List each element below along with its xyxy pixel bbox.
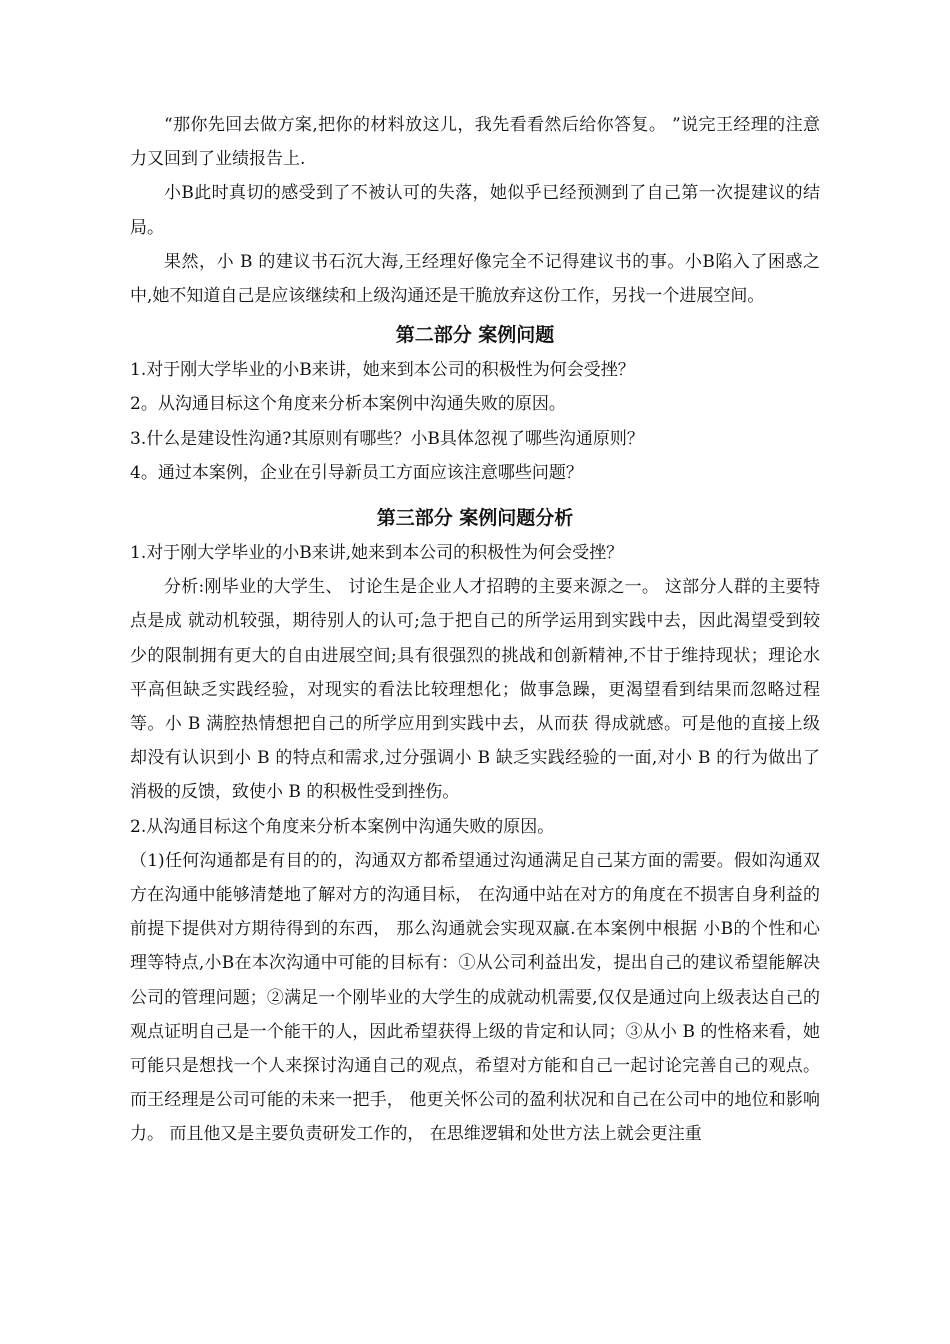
intro-paragraph-2: 小B此时真切的感受到了不被认可的失落，她似乎已经预测到了自己第一次提建议的结局。: [130, 183, 820, 238]
question-4: 4。通过本案例，企业在引导新员工方面应该注意哪些问题？: [130, 462, 583, 483]
part3-heading: 第三部分 案例问题分析: [376, 507, 574, 530]
document-page: [130, 108, 820, 1152]
question-1: 1.对于刚大学毕业的小B来讲，她来到本公司的积极性为何会受挫？: [130, 360, 635, 381]
part2-heading: 第二部分 案例问题: [395, 324, 555, 347]
intro-paragraph-1: “那你先回去做方案,把你的材料放这儿，我先看看然后给你答复。 ”说完王经理的注意力又回到了业绩报告上.: [130, 115, 820, 170]
question-3: 3.什么是建设性沟通?其原则有哪些？小B具体忽视了哪些沟通原则？: [130, 428, 644, 449]
analysis-question-2: 2.从沟通目标这个角度来分析本案例中沟通失败的原因。: [130, 816, 555, 837]
question-2: 2。从沟通目标这个角度来分析本案例中沟通失败的原因。: [130, 394, 566, 415]
analysis-question-1: 1.对于刚大学毕业的小B来讲,她来到本公司的积极性为何会受挫？: [130, 543, 624, 564]
intro-paragraph-3: 果然，小 B 的建议书石沉大海,王经理好像完全不记得建议书的事。小B陷入了困惑之中,她不知道自己是应该继续和上级沟通还是干脆放弃这份工作，另找一个进展空间。: [130, 251, 820, 307]
analysis-answer-1: 分析:刚毕业的大学生、 讨论生是企业人才招聘的主要来源之一。 这部分人群的主要特点是成 就动机较强，期待别人的认可;急于把自己的所学运用到实践中去，因此渴望受到较少的限制拥有更大的自由进展空间;具有很强烈的挑战和创新精神,不甘于维持现状；理论水平高但缺乏实践经验，对现实的看法比较理想化；做事急躁，更渴望看到结果而忽略过程等。小 B 满腔热情想把自己的所学应用到实践中去，从而获 得成就感。可是他的直接上级却没有认识到小 B 的特点和需求,过分强调小 B 缺乏实践经验的一面,对小 B 的行为做出了消极的反馈，致使小 B 的积极性受到挫伤。: [130, 577, 820, 803]
analysis-answer-2: （1)任何沟通都是有目的的，沟通双方都希望通过沟通满足自己某方面的需要。假如沟通双方在沟通中能够清楚地了解对方的沟通目标， 在沟通中站在对方的角度在不损害自身利益的前提下提供对方期待得到的东西， 那么沟通就会实现双赢.在本案例中根据 小B的个性和心理等特点,小B在本次沟通中可能的目标有：①从公司利益出发，提出自己的建议希望能解决公司的管理问题；②满足一个刚毕业的大学生的成就动机需要,仅仅是通过向上级表达自己的观点证明自己是一个能干的人，因此希望获得上级的肯定和认同；③从小 B 的性格来看，她可能只是想找一个人来探讨沟通自己的观点，希望对方能和自己一起讨论完善自己的观点。而王经理是公司可能的未来一把手， 他更关怀公司的盈利状况和自己在公司中的地位和影响力。 而且他又是主要负责研发工作的， 在思维逻辑和处世方法上就会更注重: [130, 850, 820, 1145]
